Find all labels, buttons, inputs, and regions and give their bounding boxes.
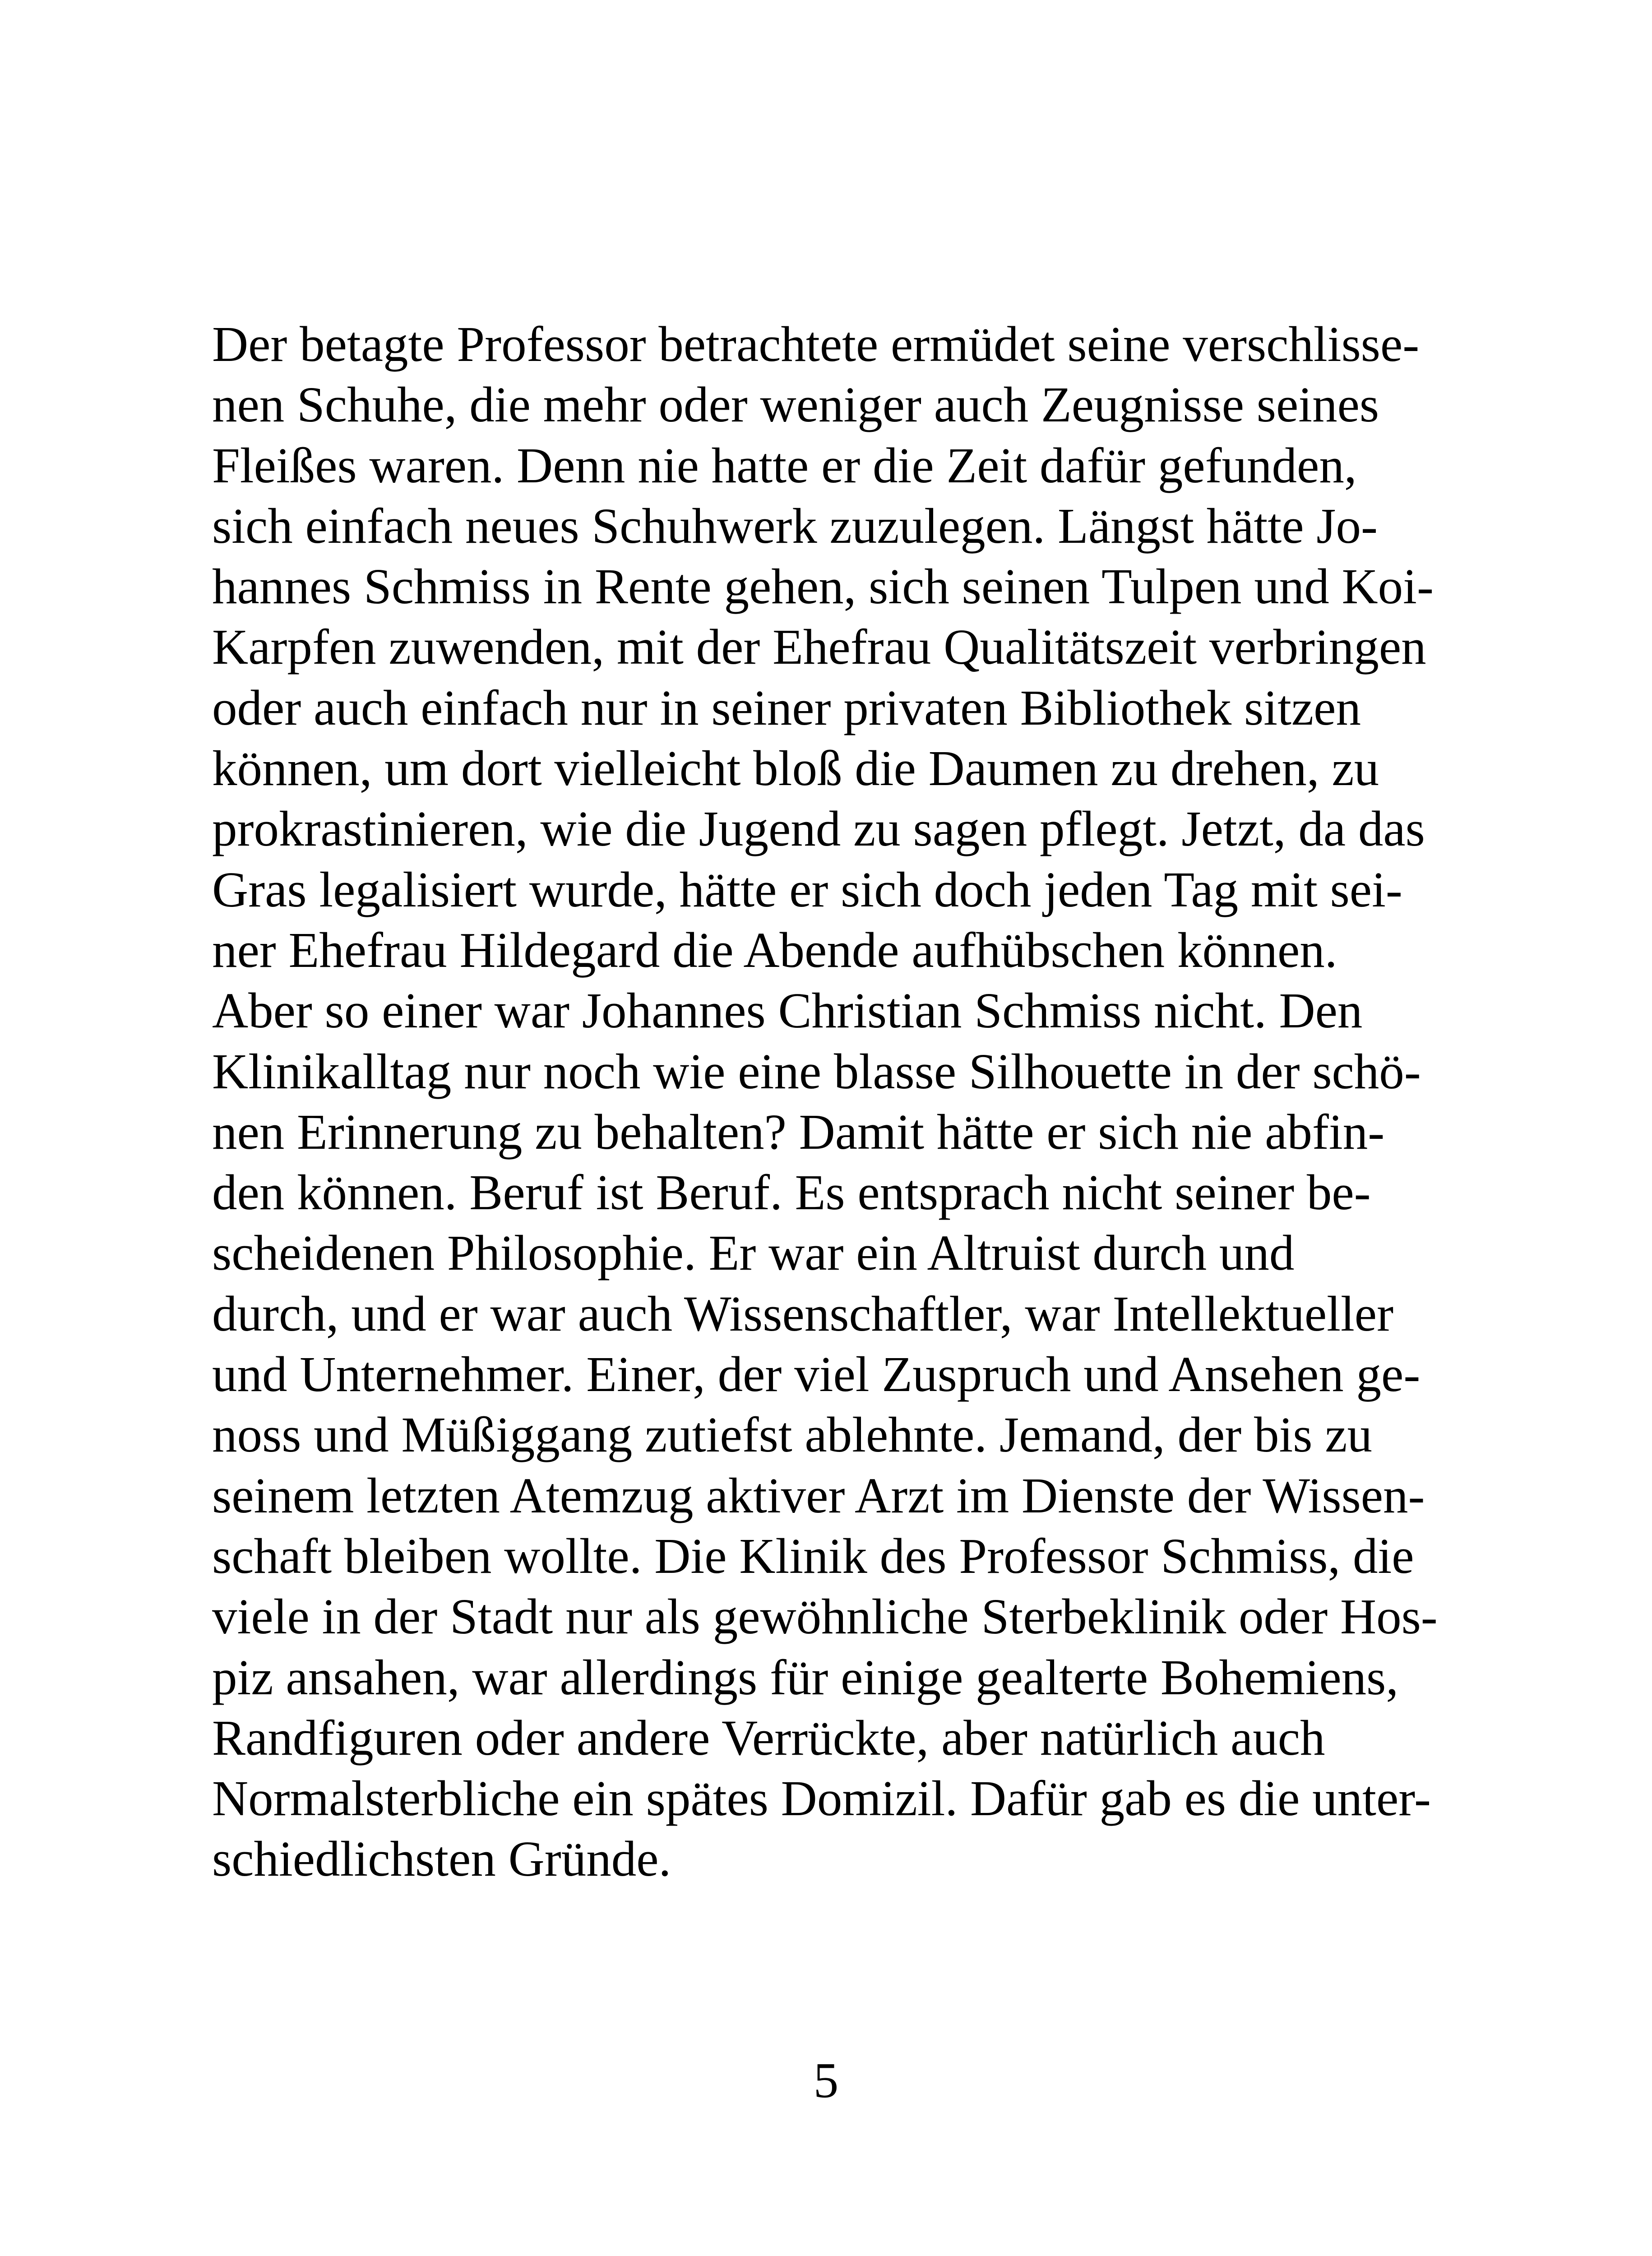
text-line: Normalsterbliche ein spätes Domizil. Dafür gab es die unter- xyxy=(212,1771,1431,1827)
text-line: und Unternehmer. Einer, der viel Zuspruch und Ansehen ge- xyxy=(212,1347,1421,1403)
text-line: noss und Müßiggang zutiefst ablehnte. Jemand, der bis zu xyxy=(212,1407,1372,1463)
text-line: durch, und er war auch Wissenschaftler, war Intellektueller xyxy=(212,1286,1394,1342)
text-line: ner Ehefrau Hildegard die Abende aufhübschen können. xyxy=(212,922,1337,978)
text-line: sich einfach neues Schuhwerk zuzulegen. Längst hätte Jo- xyxy=(212,498,1378,554)
text-line: nen Schuhe, die mehr oder weniger auch Zeugnisse seines xyxy=(212,377,1379,433)
text-line: Aber so einer war Johannes Christian Schmiss nicht. Den xyxy=(212,983,1363,1039)
text-line: seinem letzten Atemzug aktiver Arzt im Dienste der Wissen- xyxy=(212,1468,1425,1524)
body-paragraph xyxy=(212,314,1503,1890)
text-line: schaft bleiben wollte. Die Klinik des Professor Schmiss, die xyxy=(212,1528,1414,1584)
text-line: scheidenen Philosophie. Er war ein Altruist durch und xyxy=(212,1225,1295,1281)
text-line: viele in der Stadt nur als gewöhnliche Sterbeklinik oder Hos- xyxy=(212,1589,1438,1645)
text-line: Klinikalltag nur noch wie eine blasse Silhouette in der schö- xyxy=(212,1044,1421,1100)
text-line: Karpfen zuwenden, mit der Ehefrau Qualitätszeit verbringen xyxy=(212,619,1426,675)
text-line: nen Erinnerung zu behalten? Damit hätte er sich nie abfin- xyxy=(212,1104,1385,1160)
text-line: oder auch einfach nur in seiner privaten Bibliothek sitzen xyxy=(212,680,1361,736)
text-line: schiedlichsten Gründe. xyxy=(212,1831,671,1887)
text-line: hannes Schmiss in Rente gehen, sich seinen Tulpen und Koi- xyxy=(212,559,1434,615)
text-line: Fleißes waren. Denn nie hatte er die Zeit dafür gefunden, xyxy=(212,438,1357,494)
text-line: Der betagte Professor betrachtete ermüdet seine verschlisse- xyxy=(212,317,1420,372)
text-line: Randfiguren oder andere Verrückte, aber natürlich auch xyxy=(212,1710,1325,1766)
page-number: 5 xyxy=(813,2053,839,2108)
text-line: piz ansahen, war allerdings für einige gealterte Bohemiens, xyxy=(212,1650,1399,1706)
text-line: prokrastinieren, wie die Jugend zu sagen pflegt. Jetzt, da das xyxy=(212,801,1425,857)
text-line: können, um dort vielleicht bloß die Daumen zu drehen, zu xyxy=(212,741,1379,797)
text-line: Gras legalisiert wurde, hätte er sich doch jeden Tag mit sei- xyxy=(212,862,1402,918)
text-line: den können. Beruf ist Beruf. Es entsprach nicht seiner be- xyxy=(212,1165,1371,1221)
